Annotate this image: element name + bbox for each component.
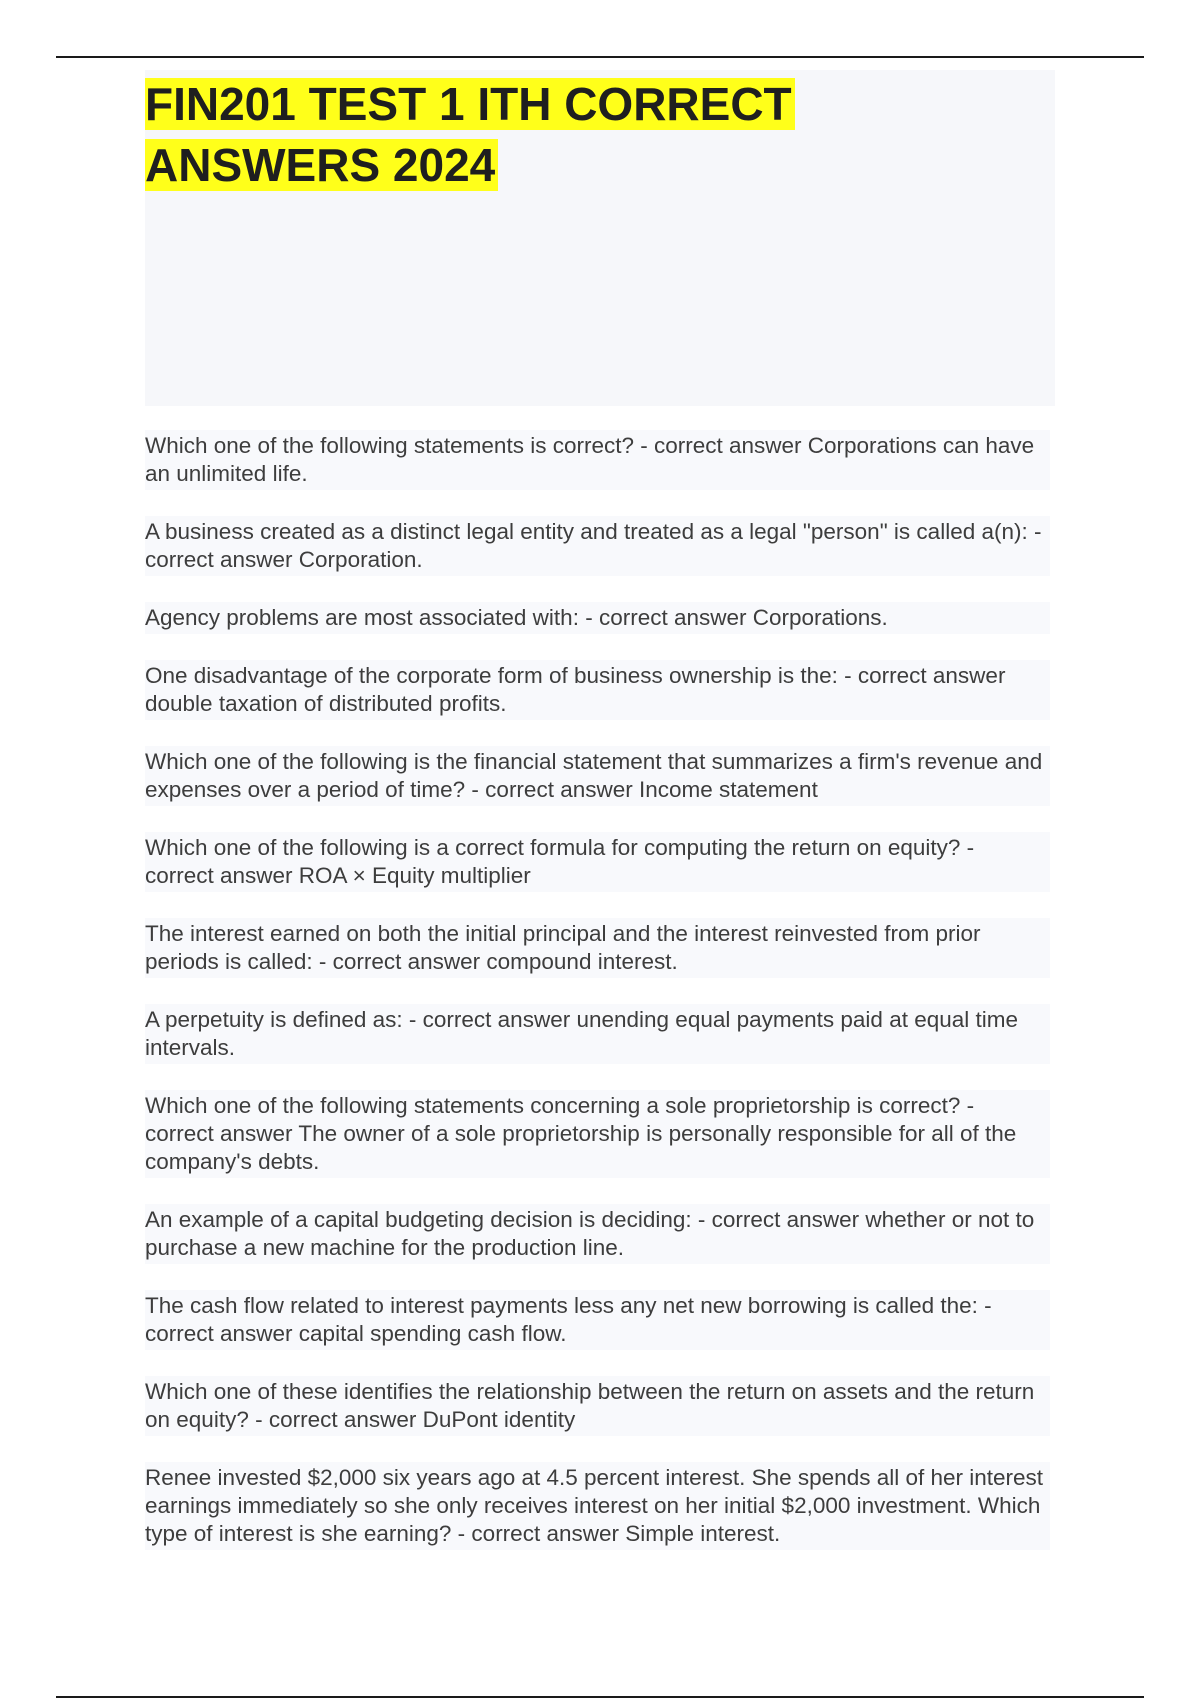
qa-item: Which one of the following statements is correct? - correct answer Corporations can have an unlimited life.	[145, 430, 1050, 490]
qa-item: A perpetuity is defined as: - correct answer unending equal payments paid at equal time intervals.	[145, 1004, 1050, 1064]
qa-item: One disadvantage of the corporate form of business ownership is the: - correct answer double taxation of distributed profits.	[145, 660, 1050, 720]
qa-item: Renee invested $2,000 six years ago at 4.5 percent interest. She spends all of her interest earnings immediately so she only receives interest on her initial $2,000 investment. Which type of interest is she earning? - correct answer Simple interest.	[145, 1462, 1050, 1550]
document-title	[145, 70, 865, 196]
qa-list	[145, 430, 1050, 1576]
title-block	[145, 70, 1055, 406]
qa-item: Which one of the following is the financial statement that summarizes a firm's revenue and expenses over a period of time? - correct answer Income statement	[145, 746, 1050, 806]
qa-item: The cash flow related to interest payments less any net new borrowing is called the: - correct answer capital spending cash flow.	[145, 1290, 1050, 1350]
qa-item: Which one of these identifies the relationship between the return on assets and the return on equity? - correct answer DuPont identity	[145, 1376, 1050, 1436]
bottom-rule	[56, 1696, 1144, 1698]
document-title-text: FIN201 TEST 1 ITH CORRECT ANSWERS 2024	[145, 78, 795, 191]
top-rule	[56, 56, 1144, 58]
qa-item: An example of a capital budgeting decision is deciding: - correct answer whether or not to purchase a new machine for the production line.	[145, 1204, 1050, 1264]
qa-item: A business created as a distinct legal entity and treated as a legal "person" is called a(n): - correct answer Corporation.	[145, 516, 1050, 576]
qa-item: Which one of the following statements concerning a sole proprietorship is correct? - correct answer The owner of a sole proprietorship is personally responsible for all of the company's debts.	[145, 1090, 1050, 1178]
qa-item: Agency problems are most associated with: - correct answer Corporations.	[145, 602, 1050, 634]
qa-item: The interest earned on both the initial principal and the interest reinvested from prior periods is called: - correct answer compound interest.	[145, 918, 1050, 978]
qa-item: Which one of the following is a correct formula for computing the return on equity? - correct answer ROA × Equity multiplier	[145, 832, 1050, 892]
